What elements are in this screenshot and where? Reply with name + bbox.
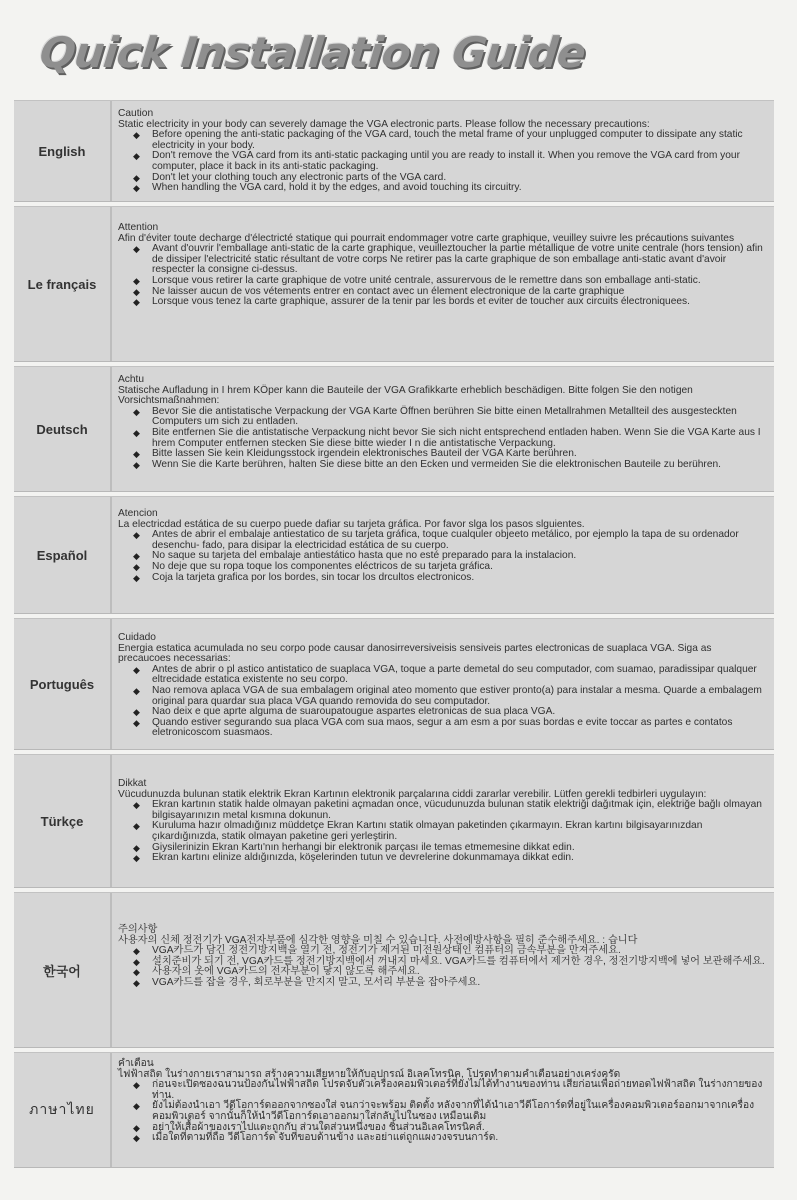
list-item-text: ก่อนจะเปิดซองฉนวนป้องกันไฟฟ้าสถิต โปรดจับตัวเครื่องคอมพิวเตอร์ที่ยังไม่ได้ทำงานของท่าน เสียก่อนเพื่อถ่ายทอดไฟฟ้าสถิต ในร่างกายของท่าน. xyxy=(152,1079,763,1101)
precaution-list xyxy=(118,244,766,308)
list-item-text: Quando estiver segurando sua placa VGA com sua maos, segur a am esm a por suas bordas e evite toccar as partes e contatos eletronicoscom suasmaos. xyxy=(152,716,733,739)
diamond-bullet-icon: ◆ xyxy=(133,183,140,194)
diamond-bullet-icon: ◆ xyxy=(133,842,140,853)
diamond-bullet-icon: ◆ xyxy=(133,275,140,286)
page-title: Quick Installation Guide xyxy=(37,28,588,77)
list-item xyxy=(118,718,766,739)
diamond-bullet-icon: ◆ xyxy=(133,1133,140,1144)
section-german xyxy=(14,366,774,492)
language-label: ภาษาไทย xyxy=(14,1053,112,1167)
diamond-bullet-icon: ◆ xyxy=(133,664,140,675)
list-item-text: เมื่อใดที่ตามที่ถือ วีดีโอการ์ด จับที่ขอบด้านข้าง และอย่าแต่ถูกแผงวงจรบนการ์ด. xyxy=(152,1132,499,1144)
list-item-text: Antes de abrir el embalaje antiestatico de su tarjeta gráfica, toque cualquler objeeto metálico, por ejemplo la tapa de su ordenador desenchu- fado, para disipar la electricidad estática de su cuerpo. xyxy=(152,529,739,551)
section-content xyxy=(118,633,766,739)
section-intro: Statische Aufladung in I hrem KÖper kann die Bauteile der VGA Grafikkarte erheblich beschädigen. Bitte folgen Sie den notigen Vorsichtsmaßnahmen: xyxy=(118,384,693,407)
list-item-text: Avant d'ouvrir l'emballage anti-static de la carte graphique, veuilleztoucher la partie métallique de votre unite centrale (hors tension) afin de dissiper l'electricité static résultant de votre corps Ne retirer pas la carte graphique de son emballage anti-static avant d'avoir respecter la consigne ci-dessus. xyxy=(152,243,763,276)
precaution-list xyxy=(118,130,766,194)
list-item-text: When handling the VGA card, hold it by the edges, and avoid touching its circuitry. xyxy=(152,182,522,194)
diamond-bullet-icon: ◆ xyxy=(133,244,140,255)
section-intro: Static electricity in your body can severely damage the VGA electronic parts. Please follow the necessary precautions: xyxy=(118,118,650,130)
section-thai xyxy=(14,1052,774,1168)
list-item-text: Nao remova aplaca VGA de sua embalagem original ateo momento que estiver pronto(a) para instalar a mesma. Quarde a embalagem original para quardar sua placa VGA quando removida do seu computador. xyxy=(152,684,762,707)
list-item-text: Ne laisser aucun de vos vétements entrer en contact avec un élement electronique de la carte graphique xyxy=(152,285,625,297)
diamond-bullet-icon: ◆ xyxy=(133,551,140,562)
section-french xyxy=(14,206,774,362)
section-korean xyxy=(14,892,774,1048)
list-item xyxy=(118,1101,766,1122)
section-intro: ไฟฟ้าสถิต ในร่างกายเราสามารถ สร้างความเสียหายให้กับอุปกรณ์ อิเลคโทรนิค, โปรดทำตามคำเตือนอย่างเคร่งครัด xyxy=(118,1068,621,1080)
list-item-text: VGA카드가 담긴 정전기방지백을 열기 전, 정전기가 제거된 미전원상태인 컴퓨터의 금속부분을 만져주세요. xyxy=(152,945,621,957)
section-heading: Caution xyxy=(118,108,154,119)
list-item-text: No deje que su ropa toque los componentes eléctricos de su tarjeta gráfica. xyxy=(152,560,493,572)
list-item-text: Lorsque vous retirer la carte graphique de votre unité centrale, assurervous de le remettre dans son emballage anti-static. xyxy=(152,274,701,286)
list-item-text: Wenn Sie die Karte berühren, halten Sie diese bitte an den Ecken und vermeiden Sie die elektronischen Bauteile zu berühren. xyxy=(152,458,721,470)
precaution-list xyxy=(118,800,766,864)
list-item xyxy=(118,460,766,471)
list-item xyxy=(118,686,766,707)
list-item-text: Bevor Sie die antistatische Verpackung der VGA Karte Öffnen berühren Sie bitte einen Metallrahmen Metallteil des ausgesteckten Computers um sich zu entladen. xyxy=(152,405,737,428)
section-intro: La electricdad estática de su cuerpo puede dafiar su tarjeta gráfica. Por favor slga los pasos slguientes. xyxy=(118,518,585,530)
precaution-list xyxy=(118,1080,766,1144)
list-item-text: Antes de abrir o pl astico antistatico de suaplaca VGA, toque a parte demetal do seu computador, com suamao, paradissipar qualquer eltrecidade estatica existente no seu corpo. xyxy=(152,663,757,686)
diamond-bullet-icon: ◆ xyxy=(133,717,140,728)
language-label: Deutsch xyxy=(14,367,112,491)
list-item-text: VGA카드를 잡을 경우, 회로부분을 만지지 말고, 모서리 부분을 잡아주세요. xyxy=(152,976,481,988)
section-intro: Vücudunuzda bulunan statik elektrik Ekran Kartının elektronik parçalarına ciddi zararlar verebilir. Lütfen gerekli tedbirleri uygulayın: xyxy=(118,788,707,800)
section-heading: 주의사항 xyxy=(118,924,158,935)
list-item-text: Giysilerinizin Ekran Kartı'nın herhangi bir elektronik parçası ile temas etmemesine dikkat edin. xyxy=(152,841,575,853)
list-item-text: No saque su tarjeta del embalaje antiestático hasta que no esté preparado para la instalacion. xyxy=(152,550,577,562)
list-item-text: Nao deix e que aprte alguma de suaroupatougue aspartes eletronicas de sua placa VGA. xyxy=(152,706,556,718)
list-item xyxy=(118,428,766,449)
section-intro: Energia estatica acumulada no seu corpo pode causar danosirreversiveisis sensiveis partes electronicas de suaplaca VGA. Siga as precaucoes necessarias: xyxy=(118,642,712,665)
section-intro: 사용자의 신체 정전기가 VGA전자부품에 심각한 영향을 미칠 수 있습니다. 사전예방사항을 필히 준수해주세요. : 습니다 xyxy=(118,934,638,946)
diamond-bullet-icon: ◆ xyxy=(133,286,140,297)
section-portuguese xyxy=(14,618,774,750)
diamond-bullet-icon: ◆ xyxy=(133,406,140,417)
diamond-bullet-icon: ◆ xyxy=(133,1122,140,1133)
list-item-text: Don't let your clothing touch any electronic parts of the VGA card. xyxy=(152,171,447,183)
list-item xyxy=(118,530,766,551)
diamond-bullet-icon: ◆ xyxy=(133,459,140,470)
list-item-text: Bite entfernen Sie die antistatische Verpackung nicht bevor Sie sich nicht entsprechend entladen haben. Wenn Sie die VGA Karte aus I hrem Computer entfernen stecken Sie diese bitte wieder I n die antistatische Verpackung. xyxy=(152,426,761,449)
diamond-bullet-icon: ◆ xyxy=(133,449,140,460)
list-item xyxy=(118,573,766,584)
precaution-list xyxy=(118,946,766,988)
diamond-bullet-icon: ◆ xyxy=(133,427,140,438)
list-item xyxy=(118,821,766,842)
section-heading: Cuidado xyxy=(118,632,156,643)
precaution-list xyxy=(118,530,766,583)
list-item-text: ยังไม่ต้องนำเอา วีดีโอการ์ดออกจากซองใส่ จนกว่าจะพร้อม ติดตั้ง หลังจากที่ได้นำเอาวีดีโอการ์ดที่อยู่ในเครื่องคอมพิวเตอร์ออกมาจากเครื่องคอมพิวเตอร์ จากนั้นก็ให้นำวีดีโอการ์ดเอาออกมาใส่กลับไปในซอง เหมือนเดิม xyxy=(152,1100,755,1122)
language-label: Português xyxy=(14,619,112,749)
diamond-bullet-icon: ◆ xyxy=(133,977,140,988)
section-intro: Afin d'éviter toute decharge d'électricté statique qui pourrait endommager votre carte graphique, veuilley suivre les précautions suivantes xyxy=(118,232,735,244)
section-content xyxy=(118,375,766,470)
diamond-bullet-icon: ◆ xyxy=(133,130,140,141)
language-label: Türkçe xyxy=(14,755,112,887)
list-item xyxy=(118,407,766,428)
list-item xyxy=(118,297,766,308)
list-item xyxy=(118,130,766,151)
list-item-text: Ekran kartını elinize aldığınızda, köşelerinden tutun ve devrelerine dokunmamaya dikkat edin. xyxy=(152,852,574,864)
list-item-text: Kuruluma hazır olmadığınız müddetçe Ekran Kartını statik olmayan paketinden çıkarmayın. Ekran kartını bilgisayarınızdan çıkardığınızda, statik olmayan paketine geri yerleştirin. xyxy=(152,820,703,842)
diamond-bullet-icon: ◆ xyxy=(133,821,140,832)
diamond-bullet-icon: ◆ xyxy=(133,151,140,162)
diamond-bullet-icon: ◆ xyxy=(133,297,140,308)
list-item-text: Lorsque vous tenez la carte graphique, assurer de la tenir par les bords et eviter de toucher aux circuits électroniquees. xyxy=(152,296,690,308)
language-label: Español xyxy=(14,497,112,613)
list-item xyxy=(118,244,766,276)
list-item-text: อย่าให้เสื้อผ้าของเราไปแตะถูกกับ ส่วนใดส่วนหนึ่งของ ชิ้นส่วนอิเลคโทรนิคส์. xyxy=(152,1121,485,1133)
precaution-list xyxy=(118,665,766,739)
list-item-text: Ekran kartının statik halde olmayan paketini açmadan once, vücudunuzda bulunan statik elektriği dağıtmak için, elektriğe bağlı olmayan bilgisayarınızın metal kısmına dokunun. xyxy=(152,799,762,821)
section-heading: Atencion xyxy=(118,508,158,519)
section-turkish xyxy=(14,754,774,888)
list-item xyxy=(118,978,766,989)
diamond-bullet-icon: ◆ xyxy=(133,800,140,811)
list-item xyxy=(118,1080,766,1101)
diamond-bullet-icon: ◆ xyxy=(133,956,140,967)
diamond-bullet-icon: ◆ xyxy=(133,853,140,864)
list-item xyxy=(118,1133,766,1144)
diamond-bullet-icon: ◆ xyxy=(133,967,140,978)
list-item xyxy=(118,151,766,172)
diamond-bullet-icon: ◆ xyxy=(133,561,140,572)
diamond-bullet-icon: ◆ xyxy=(133,1080,140,1091)
list-item-text: Before opening the anti-static packaging of the VGA card, touch the metal frame of your unplugged computer to dissipate any static electricity in your body. xyxy=(152,129,743,151)
section-content xyxy=(118,223,766,308)
section-content xyxy=(118,509,766,583)
list-item xyxy=(118,183,766,194)
diamond-bullet-icon: ◆ xyxy=(133,172,140,183)
section-heading: Achtu xyxy=(118,374,145,385)
section-english xyxy=(14,100,774,202)
diamond-bullet-icon: ◆ xyxy=(133,572,140,583)
language-label: English xyxy=(14,101,112,201)
list-item-text: Coja la tarjeta grafica por los bordes, sin tocar los drcultos electronicos. xyxy=(152,571,475,583)
diamond-bullet-icon: ◆ xyxy=(133,685,140,696)
list-item-text: Bitte lassen Sie kein Kleidungsstock irgendein elektronisches Bauteil der VGA Karte berühren. xyxy=(152,448,577,460)
section-content xyxy=(118,779,766,864)
section-heading: Attention xyxy=(118,222,159,233)
precaution-list xyxy=(118,407,766,471)
language-label: Le français xyxy=(14,207,112,361)
section-content xyxy=(118,109,766,194)
section-heading: คำเตือน xyxy=(118,1058,154,1069)
section-spanish xyxy=(14,496,774,614)
section-content xyxy=(118,1059,766,1144)
list-item xyxy=(118,665,766,686)
section-heading: Dikkat xyxy=(118,778,147,789)
list-item xyxy=(118,853,766,864)
section-content xyxy=(118,925,766,989)
list-item-text: Don't remove the VGA card from its anti-static packaging until you are ready to install it. When you remove the VGA card from your computer, place it back in its anti-static packaging. xyxy=(152,150,740,172)
diamond-bullet-icon: ◆ xyxy=(133,707,140,718)
list-item-text: 설치준비가 되기 전, VGA카드를 정전기방지백에서 꺼내지 마세요. VGA카드를 컴퓨터에서 제거한 경우, 정전기방지백에 넣어 보관해주세요. xyxy=(152,955,765,967)
diamond-bullet-icon: ◆ xyxy=(133,946,140,957)
diamond-bullet-icon: ◆ xyxy=(133,1101,140,1112)
list-item-text: 사용자의 옷에 VGA카드의 전자부분이 닿지 않도록 해주세요. xyxy=(152,966,420,978)
diamond-bullet-icon: ◆ xyxy=(133,530,140,541)
list-item xyxy=(118,800,766,821)
language-label: 한국어 xyxy=(14,893,112,1047)
